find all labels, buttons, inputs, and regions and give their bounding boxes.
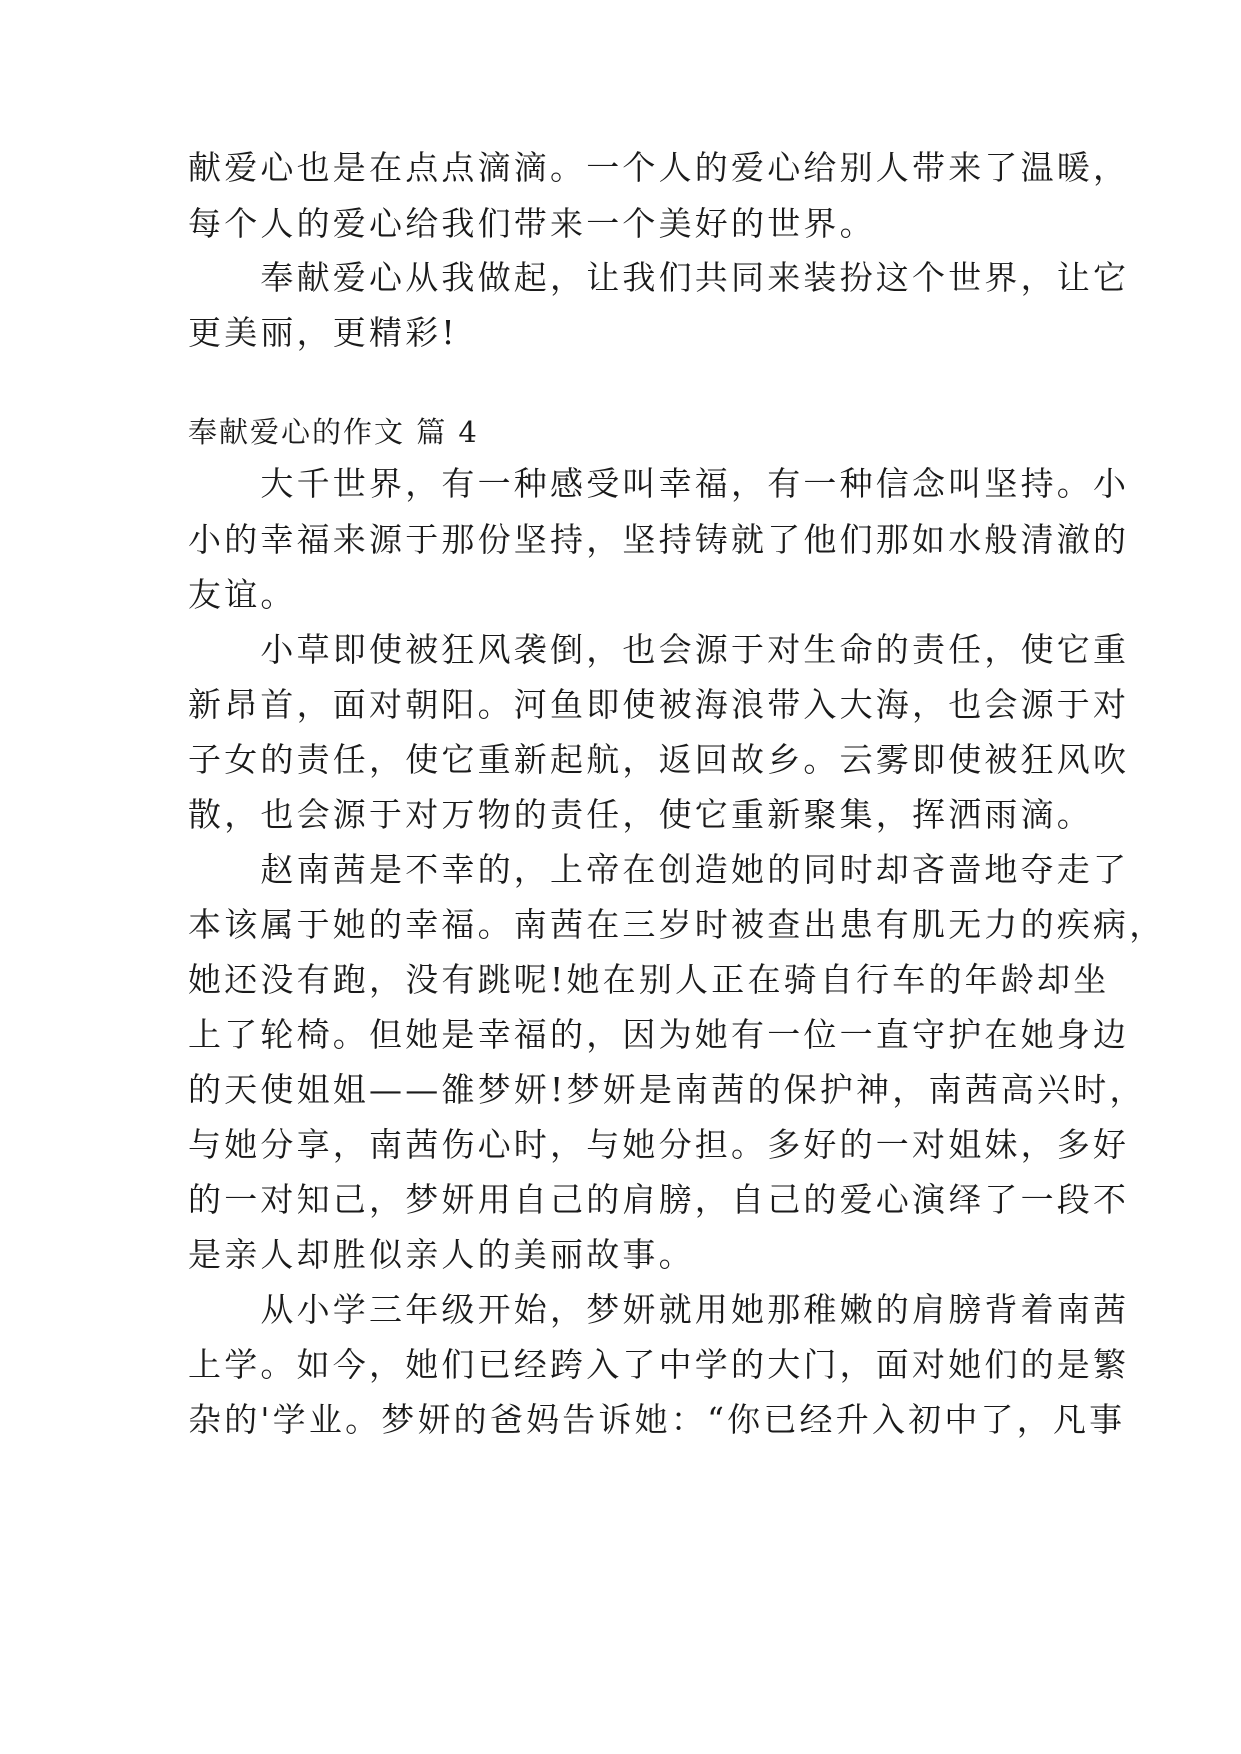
text-line: 上了轮椅。但她是幸福的，因为她有一位一直守护在她身边 xyxy=(188,1015,1130,1054)
text-line: 友谊。 xyxy=(188,575,297,614)
text-line: 上学。如今，她们已经跨入了中学的大门，面对她们的是繁 xyxy=(188,1345,1130,1384)
text-line: 本该属于她的幸福。南茜在三岁时被查出患有肌无力的疾病， xyxy=(188,905,1166,944)
text-line: 小草即使被狂风袭倒，也会源于对生命的责任，使它重 xyxy=(188,630,1130,669)
text-line: 大千世界，有一种感受叫幸福，有一种信念叫坚持。小 xyxy=(188,464,1130,503)
text-line: 的一对知己，梦妍用自己的肩膀，自己的爱心演绎了一段不 xyxy=(188,1180,1130,1219)
text-line: 每个人的爱心给我们带来一个美好的世界。 xyxy=(188,204,876,243)
text-line: 从小学三年级开始，梦妍就用她那稚嫩的肩膀背着南茜 xyxy=(188,1290,1130,1329)
text-line: 与她分享，南茜伤心时，与她分担。多好的一对姐妹，多好 xyxy=(188,1125,1130,1164)
text-line: 杂的'学业。梦妍的爸妈告诉她：“你已经升入初中了，凡事 xyxy=(188,1400,1126,1439)
text-line: 是亲人却胜似亲人的美丽故事。 xyxy=(188,1235,695,1274)
text-line: 子女的责任，使它重新起航，返回故乡。云雾即使被狂风吹 xyxy=(188,740,1130,779)
text-line: 散，也会源于对万物的责任，使它重新聚集，挥洒雨滴。 xyxy=(188,795,1093,834)
text-line: 的天使姐姐——雒梦妍!梦妍是南茜的保护神，南茜高兴时， xyxy=(188,1070,1146,1109)
text-line: 奉献爱心从我做起，让我们共同来装扮这个世界，让它 xyxy=(188,258,1130,297)
text-line: 更美丽，更精彩! xyxy=(188,313,458,352)
section-title: 奉献爱心的作文 篇 4 xyxy=(188,415,479,449)
text-line: 小的幸福来源于那份坚持，坚持铸就了他们那如水般清澈的 xyxy=(188,520,1130,559)
text-line: 新昂首，面对朝阳。河鱼即使被海浪带入大海，也会源于对 xyxy=(188,685,1130,724)
text-line: 赵南茜是不幸的，上帝在创造她的同时却吝啬地夺走了 xyxy=(188,850,1130,889)
text-line: 献爱心也是在点点滴滴。一个人的爱心给别人带来了温暖， xyxy=(188,148,1130,187)
text-line: 她还没有跑，没有跳呢!她在别人正在骑自行车的年龄却坐 xyxy=(188,960,1110,999)
